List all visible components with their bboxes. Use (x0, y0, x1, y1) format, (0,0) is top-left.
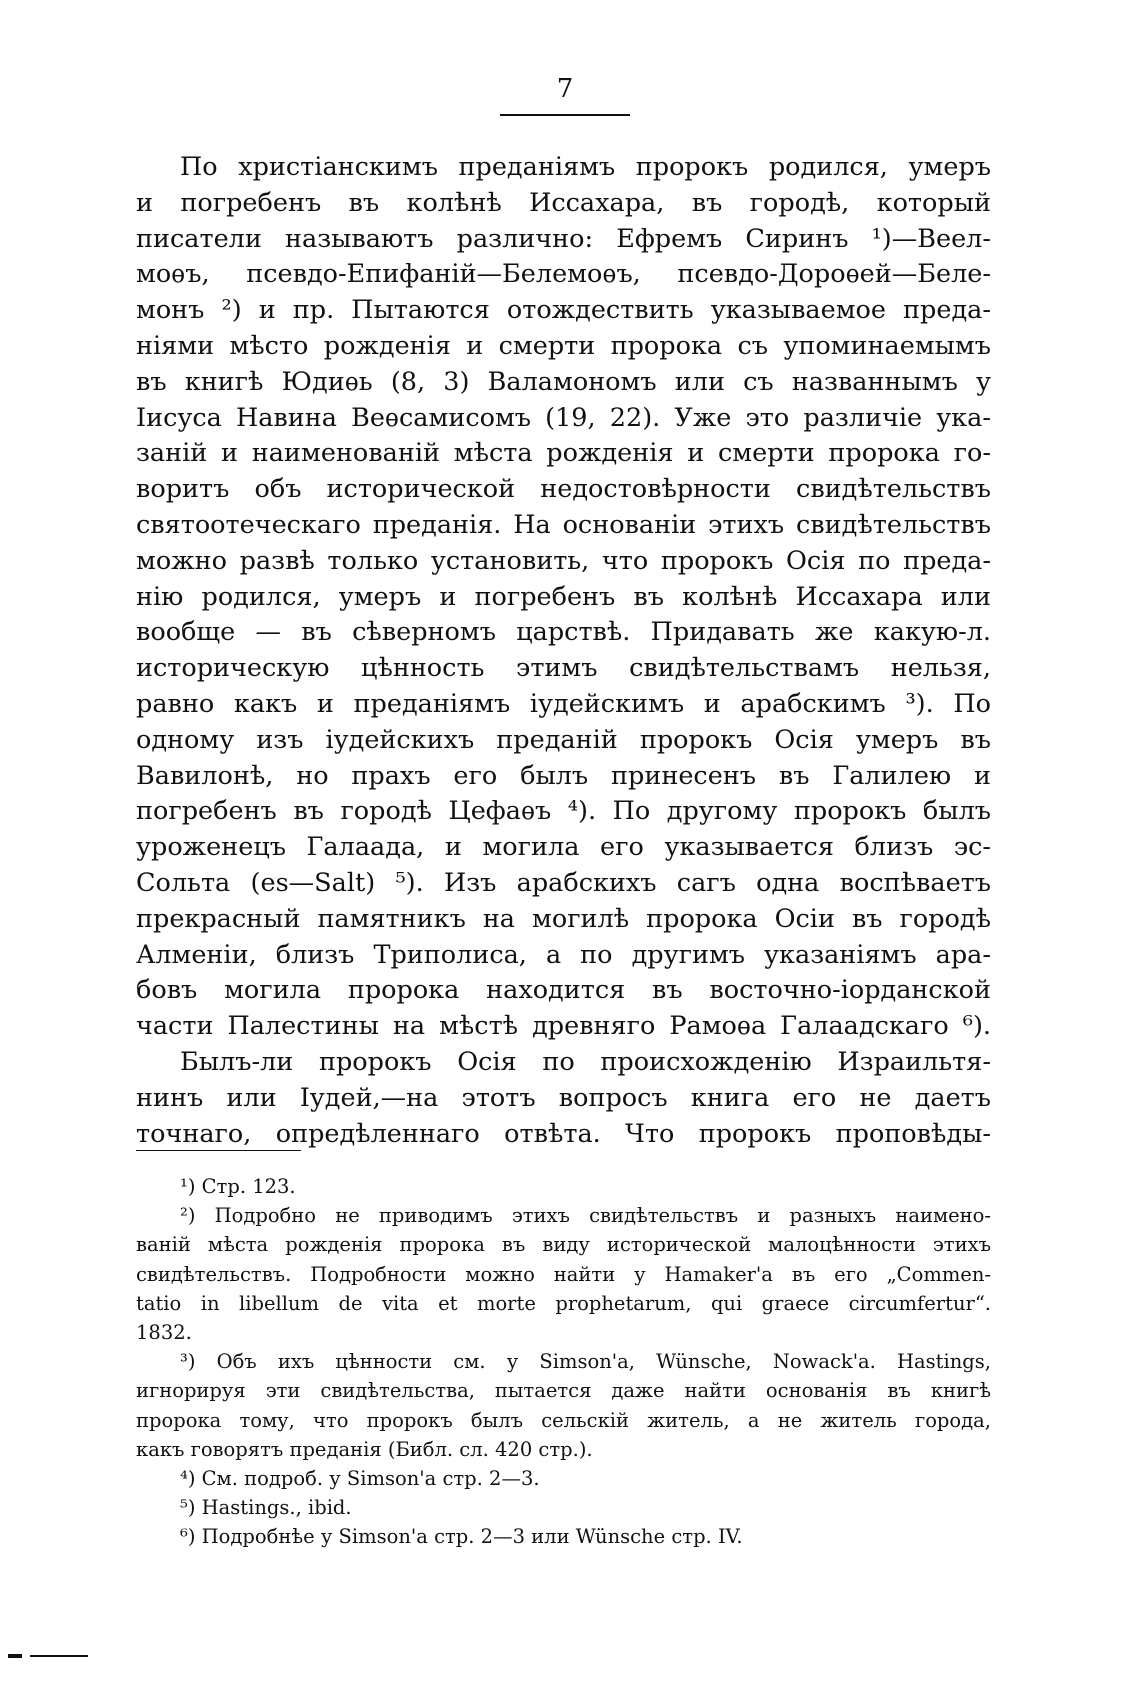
footnote-line-8: игнорируя эти свидѣтельства, пытается даже найти основанія въ книгѣ (136, 1379, 991, 1403)
footnote-line-3: ваній мѣста рожденія пророка въ виду исторической малоцѣнности этихъ (136, 1233, 991, 1257)
footnote-line-5: tatio in libellum de vita et morte prophetarum, qui graece circumfertur“. (136, 1291, 991, 1315)
page-number-rule (500, 114, 630, 116)
body-line-19: погребенъ въ городѣ Цефаѳъ ⁴). По другому пророкъ былъ (136, 796, 991, 827)
body-line-12: можно развѣ только установить, что пророкъ Осія по преда- (136, 545, 991, 576)
body-line-11: святоотеческаго преданія. На основаніи этихъ свидѣтельствъ (136, 509, 991, 540)
body-line-21: Сольта (es—Salt) ⁵). Изъ арабскихъ сагъ одна воспѣваетъ (136, 867, 991, 898)
body-line-20: уроженецъ Галаада, и могила его указывается близъ эс- (136, 832, 991, 863)
body-line-17: одному изъ іудейскихъ преданій пророкъ Осія умеръ въ (136, 724, 991, 755)
body-line-15: историческую цѣнность этимъ свидѣтельствамъ нельзя, (136, 653, 991, 684)
footnote-line-2: ²) Подробно не приводимъ этихъ свидѣтельствъ и разныхъ наимено- (180, 1204, 991, 1228)
footnote-line-9: пророка тому, что пророкъ былъ сельскій житель, а не житель города, (136, 1408, 991, 1432)
page-number: 7 (556, 74, 574, 104)
footnote-line-13: ⁶) Подробнѣе у Simson'а стр. 2—3 или Wünsche стр. IV. (180, 1525, 743, 1549)
body-line-28: точнаго, опредѣленнаго отвѣта. Что пророкъ проповѣды- (136, 1118, 991, 1149)
footnote-line-7: ³) Объ ихъ цѣнности см. у Simson'а, Wünsche, Nowack'а. Hastings, (180, 1350, 991, 1374)
body-line-24: бовъ могила пророка находится въ восточно-іорданской (136, 975, 991, 1006)
body-line-26: Былъ-ли пророкъ Осія по происхожденію Израильтя- (180, 1046, 991, 1077)
body-line-8: Іисуса Навина Веѳсамисомъ (19, 22). Уже это различіе ука- (136, 402, 991, 433)
body-line-9: заній и наименованій мѣста рожденія и смерти пророка го- (136, 438, 991, 469)
body-line-2: и погребенъ въ колѣнѣ Иссахара, въ городѣ, который (136, 187, 991, 218)
footnote-line-4: свидѣтельствъ. Подробности можно найти у Hamaker'а въ его „Commen- (136, 1262, 991, 1286)
footnote-line-11: ⁴) См. подроб. у Simson'а стр. 2—3. (180, 1466, 540, 1490)
body-line-27: нинъ или Іудей,—на этотъ вопросъ книга его не даетъ (136, 1082, 991, 1113)
body-line-14: вообще — въ сѣверномъ царствѣ. Придавать же какую-л. (136, 617, 991, 648)
body-line-7: въ книгѣ Юдиѳь (8, 3) Валамономъ или съ названнымъ у (136, 366, 991, 397)
body-line-5: монъ ²) и пр. Пытаются отождествить указываемое преда- (136, 295, 991, 326)
body-line-13: нію родился, умеръ и погребенъ въ колѣнѣ Иссахара или (136, 581, 991, 612)
body-line-23: Алменіи, близъ Триполиса, а по другимъ указаніямъ ара- (136, 939, 991, 970)
body-text (136, 150, 991, 1152)
body-line-6: ніями мѣсто рожденія и смерти пророка съ упоминаемымъ (136, 330, 991, 361)
footnotes (136, 1172, 991, 1551)
footnote-line-12: ⁵) Hastings., ibid. (180, 1496, 352, 1520)
footnote-line-1: ¹) Стр. 123. (180, 1175, 296, 1198)
footnote-separator (136, 1150, 301, 1151)
body-line-1: По христіанскимъ преданіямъ пророкъ родился, умеръ (180, 152, 991, 182)
body-line-22: прекрасный памятникъ на могилѣ пророка Осіи въ городѣ (136, 903, 991, 934)
body-line-3: писатели называютъ различно: Ефремъ Сиринъ ¹)—Веел- (136, 223, 991, 254)
footnote-line-6: 1832. (136, 1320, 192, 1344)
body-line-18: Вавилонѣ, но прахъ его былъ принесенъ въ Галилею и (136, 760, 991, 791)
body-line-16: равно какъ и преданіямъ іудейскимъ и арабскимъ ³). По (136, 688, 991, 719)
body-line-4: моѳъ, псевдо-Епифаній—Белемоѳъ, псевдо-Дороѳей—Беле- (136, 259, 991, 290)
scan-edge-mark (0, 1648, 100, 1664)
body-line-25: части Палестины на мѣстѣ древняго Рамоѳа Галаадскаго ⁶). (136, 1011, 991, 1042)
body-line-10: воритъ объ исторической недостовѣрности свидѣтельствъ (136, 474, 991, 505)
footnote-line-10: какъ говорятъ преданія (Библ. сл. 420 стр.). (136, 1437, 593, 1461)
